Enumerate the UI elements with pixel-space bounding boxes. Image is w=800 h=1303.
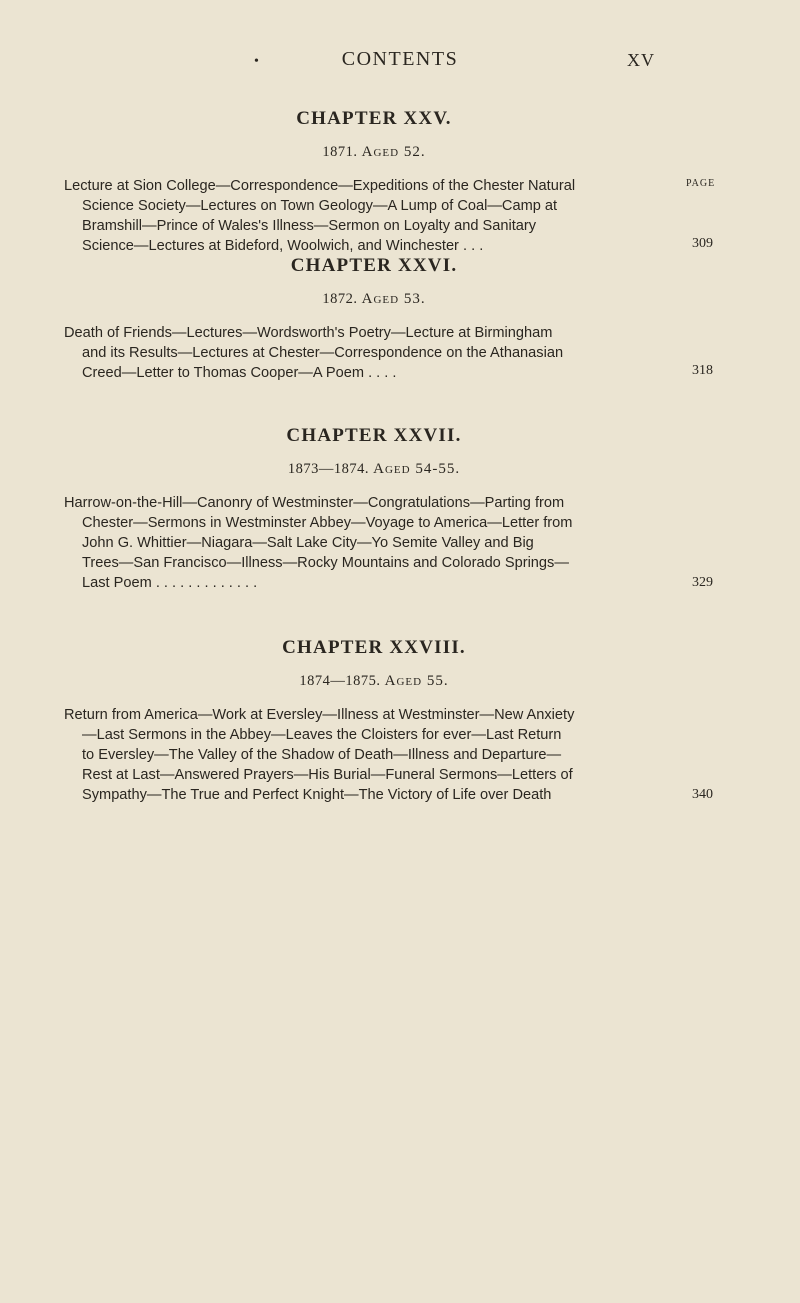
summary-line: Chester—Sermons in Westminster Abbey—Voyage to America—Letter from: [82, 515, 573, 531]
summary-line: —Last Sermons in the Abbey—Leaves the Cloisters for ever—Last Return: [82, 727, 562, 743]
chapter-summary: [64, 176, 674, 256]
chapter-year: 1874—1875.: [299, 673, 381, 689]
running-head: [0, 48, 800, 74]
chapter-title: CHAPTER XXVIII.: [282, 637, 466, 658]
chapter-title: CHAPTER XXV.: [296, 108, 452, 129]
summary-line: Harrow-on-the-Hill—Canonry of Westminster—Congratulations—Parting from: [64, 495, 565, 511]
chapter-aged: Aged 53.: [361, 291, 426, 307]
chapter-year: 1872.: [322, 291, 358, 307]
page-column-label: PAGE: [686, 178, 716, 189]
page-number: 309: [692, 236, 713, 251]
header-bullet: •: [254, 54, 259, 69]
header-folio: XV: [627, 50, 655, 70]
summary-line: Sympathy—The True and Perfect Knight—The Victory of Life over Death: [82, 787, 552, 803]
page-number: 329: [692, 575, 713, 590]
summary-line: and its Results—Lectures at Chester—Correspondence on the Athanasian: [82, 345, 564, 361]
summary-line: John G. Whittier—Niagara—Salt Lake City—Yo Semite Valley and Big: [82, 535, 534, 551]
chapter-year: 1871.: [322, 144, 358, 160]
chapter-summary: [64, 493, 674, 593]
chapter-summary: [64, 323, 674, 383]
summary-line: Creed—Letter to Thomas Cooper—A Poem . . . .: [82, 365, 397, 381]
summary-line: Bramshill—Prince of Wales's Illness—Sermon on Loyalty and Sanitary: [82, 218, 537, 234]
chapter-aged: Aged 52.: [361, 144, 426, 160]
summary-line: Return from America—Work at Eversley—Illness at Westminster—New Anxiety: [64, 707, 575, 723]
summary-line: Lecture at Sion College—Correspondence—Expeditions of the Chester Natural: [64, 178, 576, 194]
summary-line: Science Society—Lectures on Town Geology—A Lump of Coal—Camp at: [82, 198, 558, 214]
chapter-date: [64, 144, 684, 161]
chapter-title: CHAPTER XXVII.: [286, 425, 462, 446]
chapter-aged: Aged 55.: [384, 673, 449, 689]
summary-line: Death of Friends—Lectures—Wordsworth's Poetry—Lecture at Birmingham: [64, 325, 553, 341]
chapter-title: CHAPTER XXVI.: [290, 255, 458, 276]
chapter-aged: Aged 54-55.: [373, 461, 461, 477]
summary-line: Science—Lectures at Bideford, Woolwich, and Winchester . . .: [82, 238, 484, 254]
summary-line: Rest at Last—Answered Prayers—His Burial—Funeral Sermons—Letters of: [82, 767, 573, 783]
page-number: 340: [692, 787, 713, 802]
page-number: 318: [692, 363, 713, 378]
chapter-year: 1873—1874.: [287, 461, 370, 477]
summary-line: Last Poem . . . . . . . . . . . . .: [82, 575, 258, 591]
header-title: CONTENTS: [341, 48, 459, 70]
chapter-date: [64, 461, 684, 478]
summary-line: Trees—San Francisco—Illness—Rocky Mountains and Colorado Springs—: [82, 555, 569, 571]
summary-line: to Eversley—The Valley of the Shadow of Death—Illness and Departure—: [82, 747, 562, 763]
chapter-date: [64, 673, 684, 690]
chapter-summary: [64, 705, 674, 805]
chapter-date: [64, 291, 684, 308]
